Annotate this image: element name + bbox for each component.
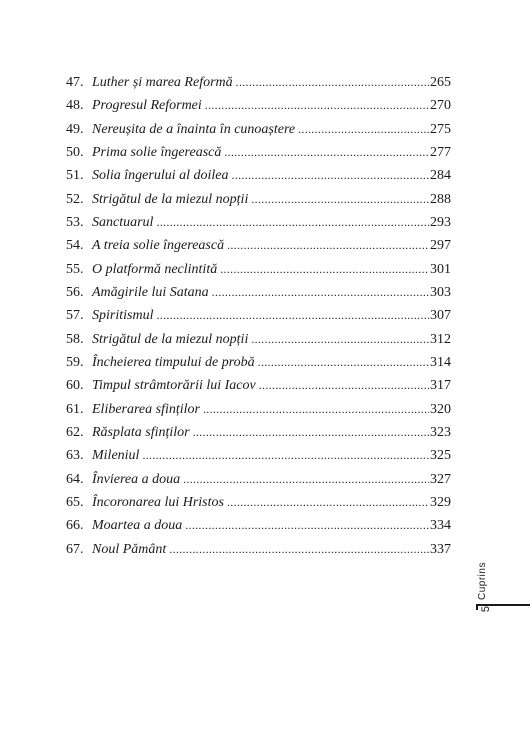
toc-entry bbox=[66, 164, 451, 187]
toc-entry-page: 293 bbox=[430, 214, 451, 230]
toc-entry bbox=[66, 118, 451, 141]
toc-entry-title: Spiritismul bbox=[92, 308, 154, 324]
toc-entry bbox=[66, 94, 451, 117]
toc-entry-page: 270 bbox=[430, 98, 451, 114]
toc-entry-title: Timpul strâmtorării lui Iacov bbox=[92, 378, 256, 394]
toc-dot-leader bbox=[183, 468, 429, 491]
toc-entry-title: Mileniul bbox=[92, 448, 140, 464]
toc-dot-leader bbox=[236, 71, 429, 94]
toc-entry-title: Încoronarea lui Hristos bbox=[92, 494, 224, 510]
toc-entry-page: 284 bbox=[430, 168, 451, 184]
toc-entry bbox=[66, 258, 451, 281]
toc-entry-title: Luther și marea Reformă bbox=[92, 75, 233, 90]
toc-entry bbox=[66, 444, 451, 467]
toc-entry bbox=[66, 491, 451, 514]
toc-dot-leader bbox=[156, 211, 429, 234]
toc-entry-title: Strigătul de la miezul nopții bbox=[92, 331, 249, 347]
toc-entry bbox=[66, 281, 451, 304]
toc-entry-page: 314 bbox=[430, 354, 451, 370]
toc-entry-page: 320 bbox=[430, 401, 451, 417]
toc-dot-leader bbox=[259, 374, 429, 397]
toc-dot-leader bbox=[185, 514, 429, 537]
toc-dot-leader bbox=[251, 328, 429, 351]
toc-entry bbox=[66, 538, 451, 561]
toc-entry bbox=[66, 514, 451, 537]
toc-entry-title: Solia îngerului al doilea bbox=[92, 168, 229, 184]
toc-dot-leader bbox=[220, 258, 429, 281]
toc-entry-number: 60. bbox=[66, 378, 84, 394]
toc-entry-number: 67. bbox=[66, 541, 84, 557]
toc-entry bbox=[66, 421, 451, 444]
toc-entry bbox=[66, 141, 451, 164]
toc-entry-page: 297 bbox=[430, 238, 451, 254]
toc-entry-title: Încheierea timpului de probă bbox=[92, 354, 255, 370]
toc-entry-number: 65. bbox=[66, 494, 84, 510]
toc-entry-number: 51. bbox=[66, 168, 84, 184]
toc-entry-page: 334 bbox=[430, 518, 451, 534]
toc-entry-page: 301 bbox=[430, 261, 451, 277]
toc-entry bbox=[66, 328, 451, 351]
toc-entry-number: 58. bbox=[66, 331, 84, 347]
toc-entry-page: 307 bbox=[430, 308, 451, 324]
toc-entry-title: Noul Pământ bbox=[92, 541, 167, 557]
toc-entry-title: Prima solie îngerească bbox=[92, 144, 222, 160]
toc-entry-page: 312 bbox=[430, 331, 451, 347]
toc-entry-title: Răsplata sfinților bbox=[92, 424, 190, 440]
toc-dot-leader bbox=[142, 444, 429, 467]
toc-entry bbox=[66, 211, 451, 234]
toc-entry bbox=[66, 234, 451, 257]
toc-entry-title: Strigătul de la miezul nopții bbox=[92, 191, 249, 207]
toc-dot-leader bbox=[224, 141, 429, 164]
toc-entry-page: 265 bbox=[430, 75, 451, 90]
toc-dot-leader bbox=[169, 538, 429, 561]
toc-entry-number: 52. bbox=[66, 191, 84, 207]
toc-dot-leader bbox=[298, 118, 429, 141]
toc-dot-leader bbox=[203, 398, 429, 421]
toc-entry bbox=[66, 351, 451, 374]
toc-entry-page: 337 bbox=[430, 541, 451, 557]
toc-entry-title: Învierea a doua bbox=[92, 471, 181, 487]
section-label: Cuprins bbox=[477, 562, 488, 600]
toc-entry-page: 327 bbox=[430, 471, 451, 487]
toc-entry-number: 48. bbox=[66, 98, 84, 114]
toc-dot-leader bbox=[212, 281, 429, 304]
toc-entry-title: A treia solie îngerească bbox=[92, 238, 225, 254]
toc-entry-number: 64. bbox=[66, 471, 84, 487]
toc-entry-number: 66. bbox=[66, 518, 84, 534]
margin-rule-tick bbox=[476, 604, 478, 610]
toc-dot-leader bbox=[227, 234, 429, 257]
toc-entry-number: 55. bbox=[66, 261, 84, 277]
toc-entry-title: O platformă neclintită bbox=[92, 261, 218, 277]
toc-entry-title: Moartea a doua bbox=[92, 518, 183, 534]
toc-entry-number: 59. bbox=[66, 354, 84, 370]
toc-entry-title: Amăgirile lui Satana bbox=[92, 284, 209, 300]
toc-entry-page: 277 bbox=[430, 144, 451, 160]
toc-entry-number: 53. bbox=[66, 214, 84, 230]
toc-entry-page: 323 bbox=[430, 424, 451, 440]
toc-dot-leader bbox=[156, 304, 429, 327]
toc-entry-number: 49. bbox=[66, 121, 84, 137]
toc-entry-title: Sanctuarul bbox=[92, 214, 154, 230]
toc-entry-page: 317 bbox=[430, 378, 451, 394]
toc-entry-number: 62. bbox=[66, 424, 84, 440]
toc-dot-leader bbox=[193, 421, 429, 444]
toc-entry bbox=[66, 374, 451, 397]
toc-entry-number: 56. bbox=[66, 284, 84, 300]
page-number: 5 bbox=[480, 606, 492, 613]
toc-dot-leader bbox=[227, 491, 429, 514]
toc-entry-title: Eliberarea sfinților bbox=[92, 401, 200, 417]
toc-dot-leader bbox=[205, 94, 429, 117]
toc-entry bbox=[66, 188, 451, 211]
toc-entry bbox=[66, 398, 451, 421]
toc-entry-number: 63. bbox=[66, 448, 84, 464]
toc-entry-title: Progresul Reformei bbox=[92, 98, 202, 114]
toc-entry-page: 288 bbox=[430, 191, 451, 207]
toc-entry-number: 50. bbox=[66, 144, 84, 160]
toc-entry bbox=[66, 468, 451, 491]
toc-entry-number: 57. bbox=[66, 308, 84, 324]
toc-entry-page: 329 bbox=[430, 494, 451, 510]
toc-entry-number: 54. bbox=[66, 238, 84, 254]
toc-entry bbox=[66, 304, 451, 327]
toc-dot-leader bbox=[258, 351, 429, 374]
toc-dot-leader bbox=[232, 164, 430, 187]
toc-entry-page: 303 bbox=[430, 284, 451, 300]
toc-entry bbox=[66, 71, 451, 94]
toc-entry-number: 47. bbox=[66, 75, 84, 90]
toc-dot-leader bbox=[251, 188, 429, 211]
toc-entry-title: Nereușita de a înainta în cunoaștere bbox=[92, 121, 296, 137]
table-of-contents bbox=[66, 71, 451, 561]
toc-entry-page: 325 bbox=[430, 448, 451, 464]
toc-entry-number: 61. bbox=[66, 401, 84, 417]
toc-entry-page: 275 bbox=[430, 121, 451, 137]
